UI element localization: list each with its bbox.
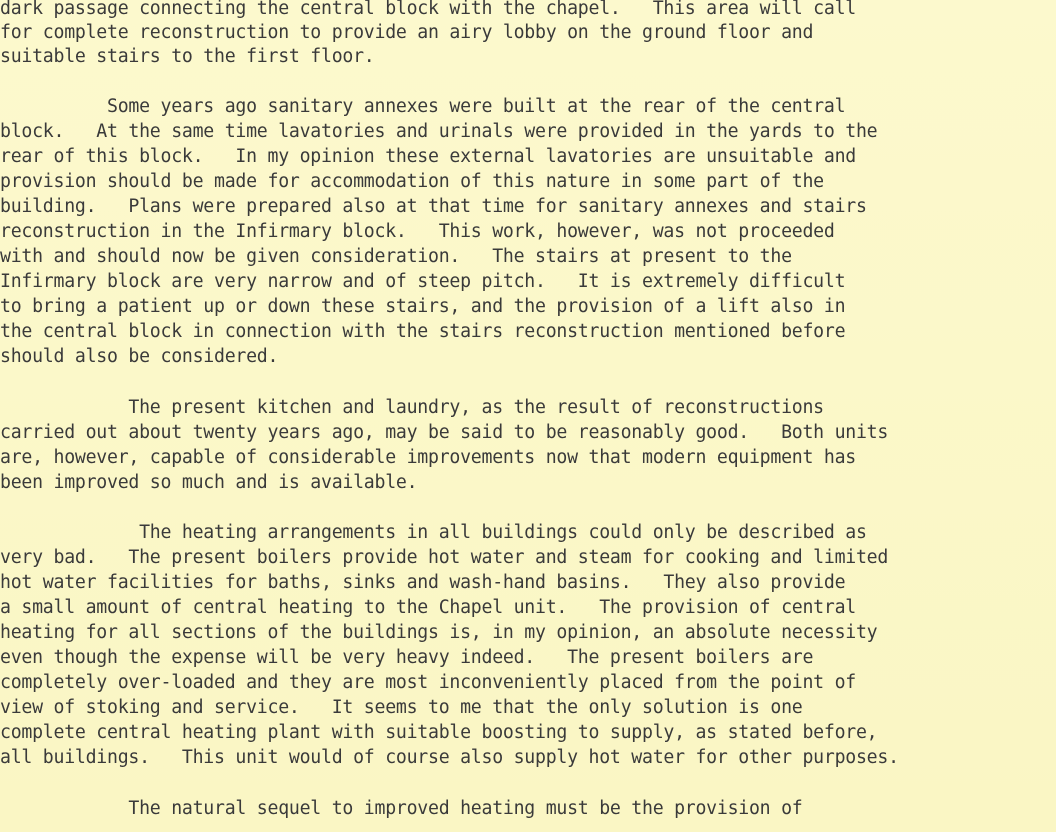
text-line: building. Plans were prepared also at that time for sanitary annexes and stairs <box>0 196 867 217</box>
text-line: The present kitchen and laundry, as the result of reconstructions <box>0 397 824 418</box>
text-line: The natural sequel to improved heating must be the provision of <box>0 798 803 819</box>
text-line: for complete reconstruction to provide an airy lobby on the ground floor and <box>0 22 814 43</box>
text-line: reconstruction in the Infirmary block. This work, however, was not proceeded <box>0 221 835 242</box>
text-line: suitable stairs to the first floor. <box>0 46 375 67</box>
text-line: dark passage connecting the central block with the chapel. This area will call <box>0 0 856 19</box>
text-line: completely over-loaded and they are most inconveniently placed from the point of <box>0 672 856 693</box>
text-line: to bring a patient up or down these stairs, and the provision of a lift also in <box>0 296 846 317</box>
text-line: the central block in connection with the stairs reconstruction mentioned before <box>0 321 846 342</box>
text-line: should also be considered. <box>0 346 279 367</box>
text-line: Some years ago sanitary annexes were built at the rear of the central <box>0 96 846 117</box>
text-line: heating for all sections of the buildings is, in my opinion, an absolute necessity <box>0 622 878 643</box>
text-line: rear of this block. In my opinion these external lavatories are unsuitable and <box>0 146 856 167</box>
text-line: all buildings. This unit would of course also supply hot water for other purposes. <box>0 747 899 768</box>
text-line: Infirmary block are very narrow and of steep pitch. It is extremely difficult <box>0 271 846 292</box>
text-line: very bad. The present boilers provide hot water and steam for cooking and limited <box>0 547 889 568</box>
text-line: a small amount of central heating to the Chapel unit. The provision of central <box>0 597 856 618</box>
text-line: hot water facilities for baths, sinks and wash-hand basins. They also provide <box>0 572 846 593</box>
text-line: provision should be made for accommodation of this nature in some part of the <box>0 171 824 192</box>
text-line: view of stoking and service. It seems to me that the only solution is one <box>0 697 803 718</box>
text-line: been improved so much and is available. <box>0 472 418 493</box>
text-line: are, however, capable of considerable improvements now that modern equipment has <box>0 447 856 468</box>
text-line: complete central heating plant with suitable boosting to supply, as stated before, <box>0 722 878 743</box>
text-line: with and should now be given consideration. The stairs at present to the <box>0 246 792 267</box>
text-line: The heating arrangements in all buildings could only be described as <box>0 522 867 543</box>
text-line: block. At the same time lavatories and urinals were provided in the yards to the <box>0 121 878 142</box>
text-line: carried out about twenty years ago, may be said to be reasonably good. Both units <box>0 422 889 443</box>
text-line: even though the expense will be very heavy indeed. The present boilers are <box>0 647 814 668</box>
